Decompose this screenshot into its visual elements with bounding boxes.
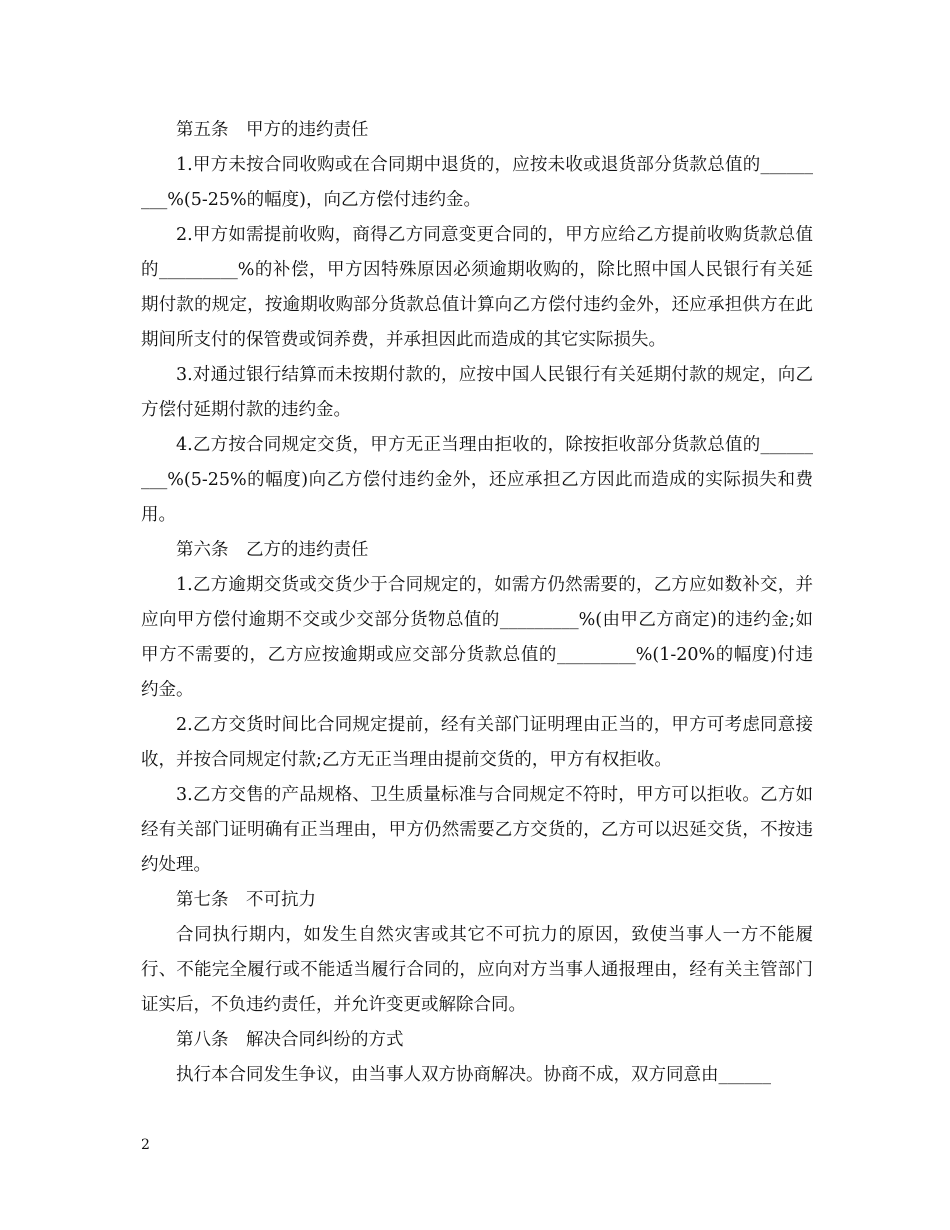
article-6-clause-2: 2.乙方交货时间比合同规定提前，经有关部门证明理由正当的，甲方可考虑同意接收，并按合同规定付款;乙方无正当理由提前交货的，甲方有权拒收。 bbox=[141, 715, 813, 770]
article-6-clause-3: 3.乙方交售的产品规格、卫生质量标准与合同规定不符时，甲方可以拒收。乙方如经有关部门证明确有正当理由，甲方仍然需要乙方交货的，乙方可以迟延交货，不按违约处理。 bbox=[141, 785, 813, 875]
document-body bbox=[141, 113, 813, 1093]
article-6-clause-1: 1.乙方逾期交货或交货少于合同规定的，如需方仍然需要的，乙方应如数补交，并应向甲方偿付逾期不交或少交部分货物总值的_________%(由甲乙方商定)的违约金;如甲方不需要的，乙方应按逾期或应交部分货款总值的_________%(1-20%的幅度)付违约金。 bbox=[141, 575, 813, 700]
article-5-heading: 第五条 甲方的违约责任 bbox=[176, 120, 369, 140]
article-5-clause-4: 4.乙方按合同规定交货，甲方无正当理由拒收的，除按拒收部分货款总值的_________%(5-25%的幅度)向乙方偿付违约金外，还应承担乙方因此而造成的实际损失和费用。 bbox=[141, 435, 813, 525]
article-5-clause-3: 3.对通过银行结算而未按期付款的，应按中国人民银行有关延期付款的规定，向乙方偿付延期付款的违约金。 bbox=[141, 365, 813, 420]
article-8-body: 执行本合同发生争议，由当事人双方协商解决。协商不成，双方同意由______ bbox=[176, 1065, 771, 1085]
article-8-heading: 第八条 解决合同纠纷的方式 bbox=[176, 1030, 404, 1050]
article-5-clause-2: 2.甲方如需提前收购，商得乙方同意变更合同的，甲方应给乙方提前收购货款总值的_________%的补偿，甲方因特殊原因必须逾期收购的，除比照中国人民银行有关延期付款的规定，按逾期收购部分货款总值计算向乙方偿付违约金外，还应承担供方在此期间所支付的保管费或饲养费，并承担因此而造成的其它实际损失。 bbox=[141, 225, 813, 350]
article-7-heading: 第七条 不可抗力 bbox=[176, 890, 316, 910]
article-6-heading: 第六条 乙方的违约责任 bbox=[176, 540, 369, 560]
page-number: 2 bbox=[141, 1137, 150, 1153]
article-7-body: 合同执行期内，如发生自然灾害或其它不可抗力的原因，致使当事人一方不能履行、不能完全履行或不能适当履行合同的，应向对方当事人通报理由，经有关主管部门证实后，不负违约责任，并允许变更或解除合同。 bbox=[141, 925, 813, 1015]
article-5-clause-1: 1.甲方未按合同收购或在合同期中退货的，应按未收或退货部分货款总值的_________%(5-25%的幅度)，向乙方偿付违约金。 bbox=[141, 155, 813, 210]
